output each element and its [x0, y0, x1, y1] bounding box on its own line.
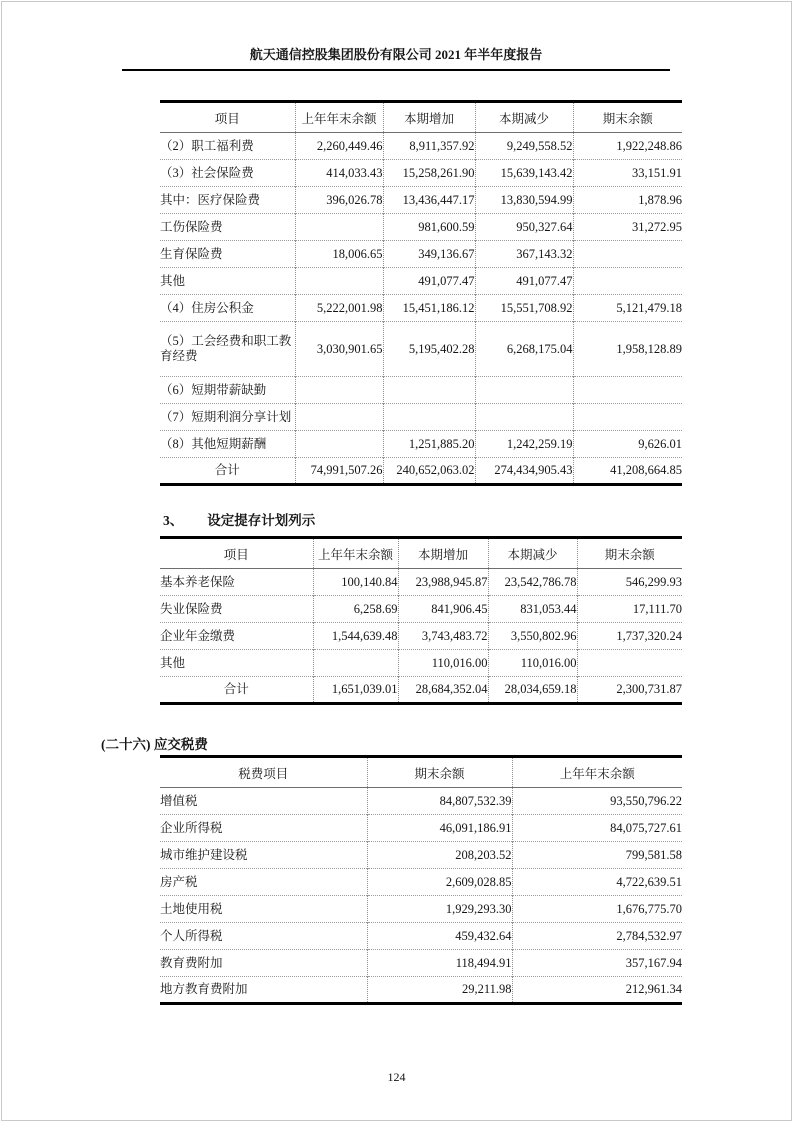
amount-cell: 15,451,186.12: [383, 295, 475, 322]
row-label: 土地使用税: [160, 896, 367, 923]
column-header: 本期减少: [475, 102, 573, 133]
amount-cell: 28,684,352.04: [398, 677, 488, 704]
amount-cell: 1,242,259.19: [475, 431, 573, 458]
amount-cell: 1,251,885.20: [383, 431, 475, 458]
table-row: [160, 569, 682, 596]
total-label: 合计: [160, 677, 313, 704]
amount-cell: 8,911,357.92: [383, 133, 475, 160]
row-label: 地方教育费附加: [160, 977, 367, 1004]
amount-cell: 3,030,901.65: [295, 322, 383, 377]
taxes-payable-table: [160, 755, 682, 1005]
row-label: 其他: [160, 268, 295, 295]
amount-cell: [383, 404, 475, 431]
amount-cell: 41,208,664.85: [573, 458, 682, 485]
row-label: 城市维护建设税: [160, 842, 367, 869]
amount-cell: 13,436,447.17: [383, 187, 475, 214]
amount-cell: 396,026.78: [295, 187, 383, 214]
row-label: 房产税: [160, 869, 367, 896]
amount-cell: 18,006.65: [295, 241, 383, 268]
amount-cell: 349,136.67: [383, 241, 475, 268]
section-number: 3、: [163, 513, 184, 528]
table-row: [160, 431, 682, 458]
table-row: [160, 977, 682, 1004]
amount-cell: 546,299.93: [577, 569, 682, 596]
row-label: （6）短期带薪缺勤: [160, 377, 295, 404]
amount-cell: [573, 377, 682, 404]
amount-cell: 2,260,449.46: [295, 133, 383, 160]
amount-cell: 110,016.00: [488, 650, 577, 677]
row-label: 失业保险费: [160, 596, 313, 623]
row-label: 其中：医疗保险费: [160, 187, 295, 214]
amount-cell: 17,111.70: [577, 596, 682, 623]
amount-cell: 1,544,639.48: [313, 623, 398, 650]
table-row: [160, 187, 682, 214]
table-header-row: [160, 757, 682, 788]
amount-cell: 1,929,293.30: [367, 896, 512, 923]
amount-cell: 2,609,028.85: [367, 869, 512, 896]
amount-cell: 84,807,532.39: [367, 788, 512, 815]
table-row: [160, 241, 682, 268]
defined-contribution-table: [160, 536, 682, 705]
amount-cell: 100,140.84: [313, 569, 398, 596]
row-label: （4）住房公积金: [160, 295, 295, 322]
section-heading-taxes-payable: [101, 736, 208, 753]
amount-cell: 74,991,507.26: [295, 458, 383, 485]
amount-cell: [295, 431, 383, 458]
amount-cell: 950,327.64: [475, 214, 573, 241]
amount-cell: 2,300,731.87: [577, 677, 682, 704]
table-row: [160, 377, 682, 404]
amount-cell: [573, 268, 682, 295]
table-row: [160, 214, 682, 241]
amount-cell: [475, 404, 573, 431]
amount-cell: 84,075,727.61: [512, 815, 682, 842]
table-row: [160, 869, 682, 896]
table-row: [160, 842, 682, 869]
amount-cell: 799,581.58: [512, 842, 682, 869]
amount-cell: [573, 241, 682, 268]
amount-cell: 240,652,063.02: [383, 458, 475, 485]
table-row: [160, 295, 682, 322]
amount-cell: 118,494.91: [367, 950, 512, 977]
column-header: 期末余额: [577, 538, 682, 569]
amount-cell: 33,151.91: [573, 160, 682, 187]
row-label: 工伤保险费: [160, 214, 295, 241]
amount-cell: 3,743,483.72: [398, 623, 488, 650]
table-row: [160, 923, 682, 950]
table-header-row: [160, 538, 682, 569]
total-label: 合计: [160, 458, 295, 485]
table-row: [160, 650, 682, 677]
amount-cell: 9,626.01: [573, 431, 682, 458]
amount-cell: [573, 404, 682, 431]
column-header: 期末余额: [573, 102, 682, 133]
amount-cell: 459,432.64: [367, 923, 512, 950]
amount-cell: 414,033.43: [295, 160, 383, 187]
amount-cell: 15,258,261.90: [383, 160, 475, 187]
amount-cell: 357,167.94: [512, 950, 682, 977]
row-label: 基本养老保险: [160, 569, 313, 596]
column-header: 上年年末余额: [313, 538, 398, 569]
row-label: （3）社会保险费: [160, 160, 295, 187]
amount-cell: [475, 377, 573, 404]
column-header: 本期增加: [383, 102, 475, 133]
section-heading-defined-contribution: [163, 512, 315, 529]
column-header: 税费项目: [160, 757, 367, 788]
amount-cell: 367,143.32: [475, 241, 573, 268]
amount-cell: 13,830,594.99: [475, 187, 573, 214]
amount-cell: 31,272.95: [573, 214, 682, 241]
amount-cell: 15,551,708.92: [475, 295, 573, 322]
employee-benefits-table: [160, 100, 682, 486]
table-total-row: [160, 458, 682, 485]
table-row: [160, 160, 682, 187]
table-row: [160, 896, 682, 923]
table-row: [160, 322, 682, 377]
amount-cell: 491,077.47: [383, 268, 475, 295]
table-row: [160, 788, 682, 815]
amount-cell: 15,639,143.42: [475, 160, 573, 187]
section-title: 设定提存计划列示: [207, 513, 316, 528]
amount-cell: [295, 214, 383, 241]
amount-cell: 93,550,796.22: [512, 788, 682, 815]
column-header: 上年年末余额: [512, 757, 682, 788]
amount-cell: 28,034,659.18: [488, 677, 577, 704]
amount-cell: [313, 650, 398, 677]
row-label: （5）工会经费和职工教育经费: [160, 322, 295, 377]
table-total-row: [160, 677, 682, 704]
table-row: [160, 950, 682, 977]
table-row: [160, 133, 682, 160]
amount-cell: 831,053.44: [488, 596, 577, 623]
amount-cell: 208,203.52: [367, 842, 512, 869]
row-label: （7）短期利润分享计划: [160, 404, 295, 431]
page-number: 124: [387, 1070, 406, 1084]
row-label: 企业年金缴费: [160, 623, 313, 650]
column-header: 期末余额: [367, 757, 512, 788]
row-label: 增值税: [160, 788, 367, 815]
column-header: 上年年末余额: [295, 102, 383, 133]
table-row: [160, 815, 682, 842]
amount-cell: 6,258.69: [313, 596, 398, 623]
amount-cell: 1,922,248.86: [573, 133, 682, 160]
amount-cell: 110,016.00: [398, 650, 488, 677]
amount-cell: 274,434,905.43: [475, 458, 573, 485]
column-header: 项目: [160, 538, 313, 569]
amount-cell: 1,958,128.89: [573, 322, 682, 377]
amount-cell: [295, 268, 383, 295]
report-header-title: 航天通信控股集团股份有限公司 2021 年半年度报告: [122, 45, 670, 71]
column-header: 本期减少: [488, 538, 577, 569]
amount-cell: 3,550,802.96: [488, 623, 577, 650]
amount-cell: 4,722,639.51: [512, 869, 682, 896]
amount-cell: [295, 377, 383, 404]
amount-cell: 1,878.96: [573, 187, 682, 214]
amount-cell: 9,249,558.52: [475, 133, 573, 160]
amount-cell: 5,195,402.28: [383, 322, 475, 377]
table-row: [160, 404, 682, 431]
table-row: [160, 596, 682, 623]
column-header: 本期增加: [398, 538, 488, 569]
amount-cell: 5,121,479.18: [573, 295, 682, 322]
amount-cell: 23,542,786.78: [488, 569, 577, 596]
row-label: 企业所得税: [160, 815, 367, 842]
row-label: 个人所得税: [160, 923, 367, 950]
amount-cell: 6,268,175.04: [475, 322, 573, 377]
amount-cell: 29,211.98: [367, 977, 512, 1004]
row-label: 其他: [160, 650, 313, 677]
amount-cell: 23,988,945.87: [398, 569, 488, 596]
column-header: 项目: [160, 102, 295, 133]
amount-cell: 841,906.45: [398, 596, 488, 623]
amount-cell: 212,961.34: [512, 977, 682, 1004]
row-label: 生育保险费: [160, 241, 295, 268]
amount-cell: 1,737,320.24: [577, 623, 682, 650]
amount-cell: [295, 404, 383, 431]
amount-cell: [577, 650, 682, 677]
amount-cell: 2,784,532.97: [512, 923, 682, 950]
amount-cell: [383, 377, 475, 404]
amount-cell: 981,600.59: [383, 214, 475, 241]
section-title: (二十六) 应交税费: [101, 737, 208, 752]
table-row: [160, 268, 682, 295]
table-row: [160, 623, 682, 650]
amount-cell: 5,222,001.98: [295, 295, 383, 322]
amount-cell: 1,676,775.70: [512, 896, 682, 923]
amount-cell: 491,077.47: [475, 268, 573, 295]
row-label: （8）其他短期薪酬: [160, 431, 295, 458]
row-label: （2）职工福利费: [160, 133, 295, 160]
row-label: 教育费附加: [160, 950, 367, 977]
amount-cell: 1,651,039.01: [313, 677, 398, 704]
amount-cell: 46,091,186.91: [367, 815, 512, 842]
table-header-row: [160, 102, 682, 133]
